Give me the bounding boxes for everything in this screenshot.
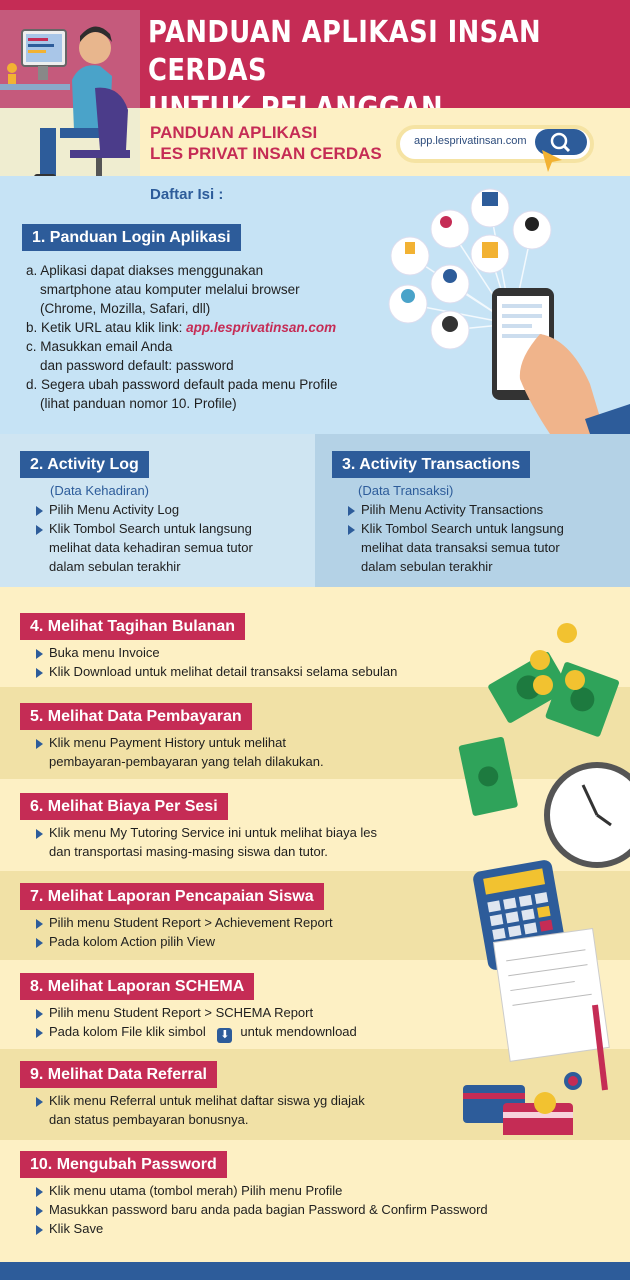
login-link[interactable]: app.lesprivatinsan.com (186, 320, 337, 335)
section-3-title: 3. Activity Transactions (332, 451, 530, 478)
section-10-item-1: Klik menu utama (tombol merah) Pilih menu Profile (49, 1183, 343, 1198)
bullet-icon (36, 1187, 43, 1197)
item-a-line1: Aplikasi dapat diakses menggunakan (40, 263, 264, 278)
section-2-item-1: Pilih Menu Activity Log (49, 502, 180, 517)
toc-heading: Daftar Isi : (150, 186, 224, 203)
section-9-item-1-cont: dan status pembayaran bonusnya. (49, 1112, 249, 1127)
url-text: app.lesprivatinsan.com (414, 135, 527, 147)
item-c-line1: Masukkan email Anda (40, 339, 173, 354)
footer-bar (0, 1262, 630, 1280)
item-a-line2: smartphone atau komputer melalui browser (40, 282, 300, 297)
item-c-line2: dan password default: password (40, 358, 234, 373)
bullet-icon (36, 1028, 43, 1038)
item-d-line1: Segera ubah password default pada menu Profile (41, 377, 338, 392)
person-at-computer-illustration (0, 10, 140, 195)
section-9-list (36, 1091, 456, 1129)
bullet-icon (36, 919, 43, 929)
section-7-list (36, 913, 456, 951)
section-10-item-3: Klik Save (49, 1221, 104, 1236)
download-icon: ⬇ (217, 1028, 232, 1043)
section-10-item-2: Masukkan password baru anda pada bagian Password & Confirm Password (49, 1202, 488, 1217)
section-6-title: 6. Melihat Biaya Per Sesi (20, 793, 228, 820)
section-5-title: 5. Melihat Data Pembayaran (20, 703, 252, 730)
section-3-note: (Data Transaksi) (358, 483, 454, 498)
item-a-prefix: a. (26, 263, 38, 278)
bullet-icon (36, 739, 43, 749)
section-7-item-1: Pilih menu Student Report > Achievement Report (49, 915, 333, 930)
section-5-list (36, 733, 456, 771)
subtitle (150, 122, 382, 164)
section-8-item-2: Pada kolom File klik simbol (49, 1024, 206, 1039)
subtitle-line-1: PANDUAN APLIKASI (150, 123, 318, 142)
section-8-list (36, 1003, 456, 1043)
section-1-list (26, 261, 396, 413)
section-5-item-1: Klik menu Payment History untuk melihat (49, 735, 286, 750)
section-2-item-2-cont2: dalam sebulan terakhir (49, 559, 181, 574)
section-4-title: 4. Melihat Tagihan Bulanan (20, 613, 245, 640)
section-5-item-1-cont: pembayaran-pembayaran yang telah dilakukan. (49, 754, 324, 769)
section-8-item-1: Pilih menu Student Report > SCHEMA Report (49, 1005, 314, 1020)
section-10-title: 10. Mengubah Password (20, 1151, 227, 1178)
section-3-item-2-cont: melihat data transaksi semua tutor (361, 540, 560, 555)
section-2-item-2-cont: melihat data kehadiran semua tutor (49, 540, 253, 555)
section-2-item-2: Klik Tombol Search untuk langsung (49, 521, 252, 536)
subtitle-line-2: LES PRIVAT INSAN CERDAS (150, 144, 382, 163)
section-4-item-2: Klik Download untuk melihat detail transaksi selama sebulan (49, 664, 398, 679)
section-3-item-1: Pilih Menu Activity Transactions (361, 502, 544, 517)
section-10-list (36, 1181, 626, 1238)
item-c-prefix: c. (26, 339, 37, 354)
section-9-title: 9. Melihat Data Referral (20, 1061, 217, 1088)
bullet-icon (36, 1009, 43, 1019)
section-3-list (348, 500, 630, 576)
bullet-icon (36, 506, 43, 516)
app-menu-illustration (380, 184, 630, 434)
section-9-item-1: Klik menu Referral untuk melihat daftar siswa yg diajak (49, 1093, 365, 1108)
item-a-line3: (Chrome, Mozilla, Safari, dll) (40, 301, 211, 316)
bullet-icon (36, 668, 43, 678)
item-b-prefix: b. (26, 320, 38, 335)
item-b-text: Ketik URL atau klik link: (41, 320, 183, 335)
section-6-list (36, 823, 456, 861)
section-6-item-1: Klik menu My Tutoring Service ini untuk melihat biaya les (49, 825, 378, 840)
bullet-icon (36, 1206, 43, 1216)
section-6-item-1-cont: dan transportasi masing-masing siswa dan tutor. (49, 844, 328, 859)
section-3-item-2: Klik Tombol Search untuk langsung (361, 521, 564, 536)
section-2-list (36, 500, 316, 576)
cursor-arrow-icon (538, 148, 566, 174)
bullet-icon (36, 829, 43, 839)
bullet-icon (348, 506, 355, 516)
finance-illustration (455, 615, 630, 1135)
section-7-item-2: Pada kolom Action pilih View (49, 934, 215, 949)
section-7-title: 7. Melihat Laporan Pencapaian Siswa (20, 883, 324, 910)
title-line-1: PANDUAN APLIKASI INSAN CERDAS (148, 15, 542, 88)
section-8-item-2-end: untuk mendownload (240, 1024, 357, 1039)
section-2-note: (Data Kehadiran) (50, 483, 149, 498)
section-4-list (36, 643, 506, 681)
bullet-icon (36, 525, 43, 535)
item-d-line2: (lihat panduan nomor 10. Profile) (40, 396, 237, 411)
item-d-prefix: d. (26, 377, 38, 392)
section-2-title: 2. Activity Log (20, 451, 149, 478)
section-8-title: 8. Melihat Laporan SCHEMA (20, 973, 254, 1000)
section-4-item-1: Buka menu Invoice (49, 645, 160, 660)
bullet-icon (348, 525, 355, 535)
bullet-icon (36, 1225, 43, 1235)
bullet-icon (36, 649, 43, 659)
section-3-item-2-cont2: dalam sebulan terakhir (361, 559, 493, 574)
section-1-title: 1. Panduan Login Aplikasi (22, 224, 241, 251)
bullet-icon (36, 938, 43, 948)
bullet-icon (36, 1097, 43, 1107)
